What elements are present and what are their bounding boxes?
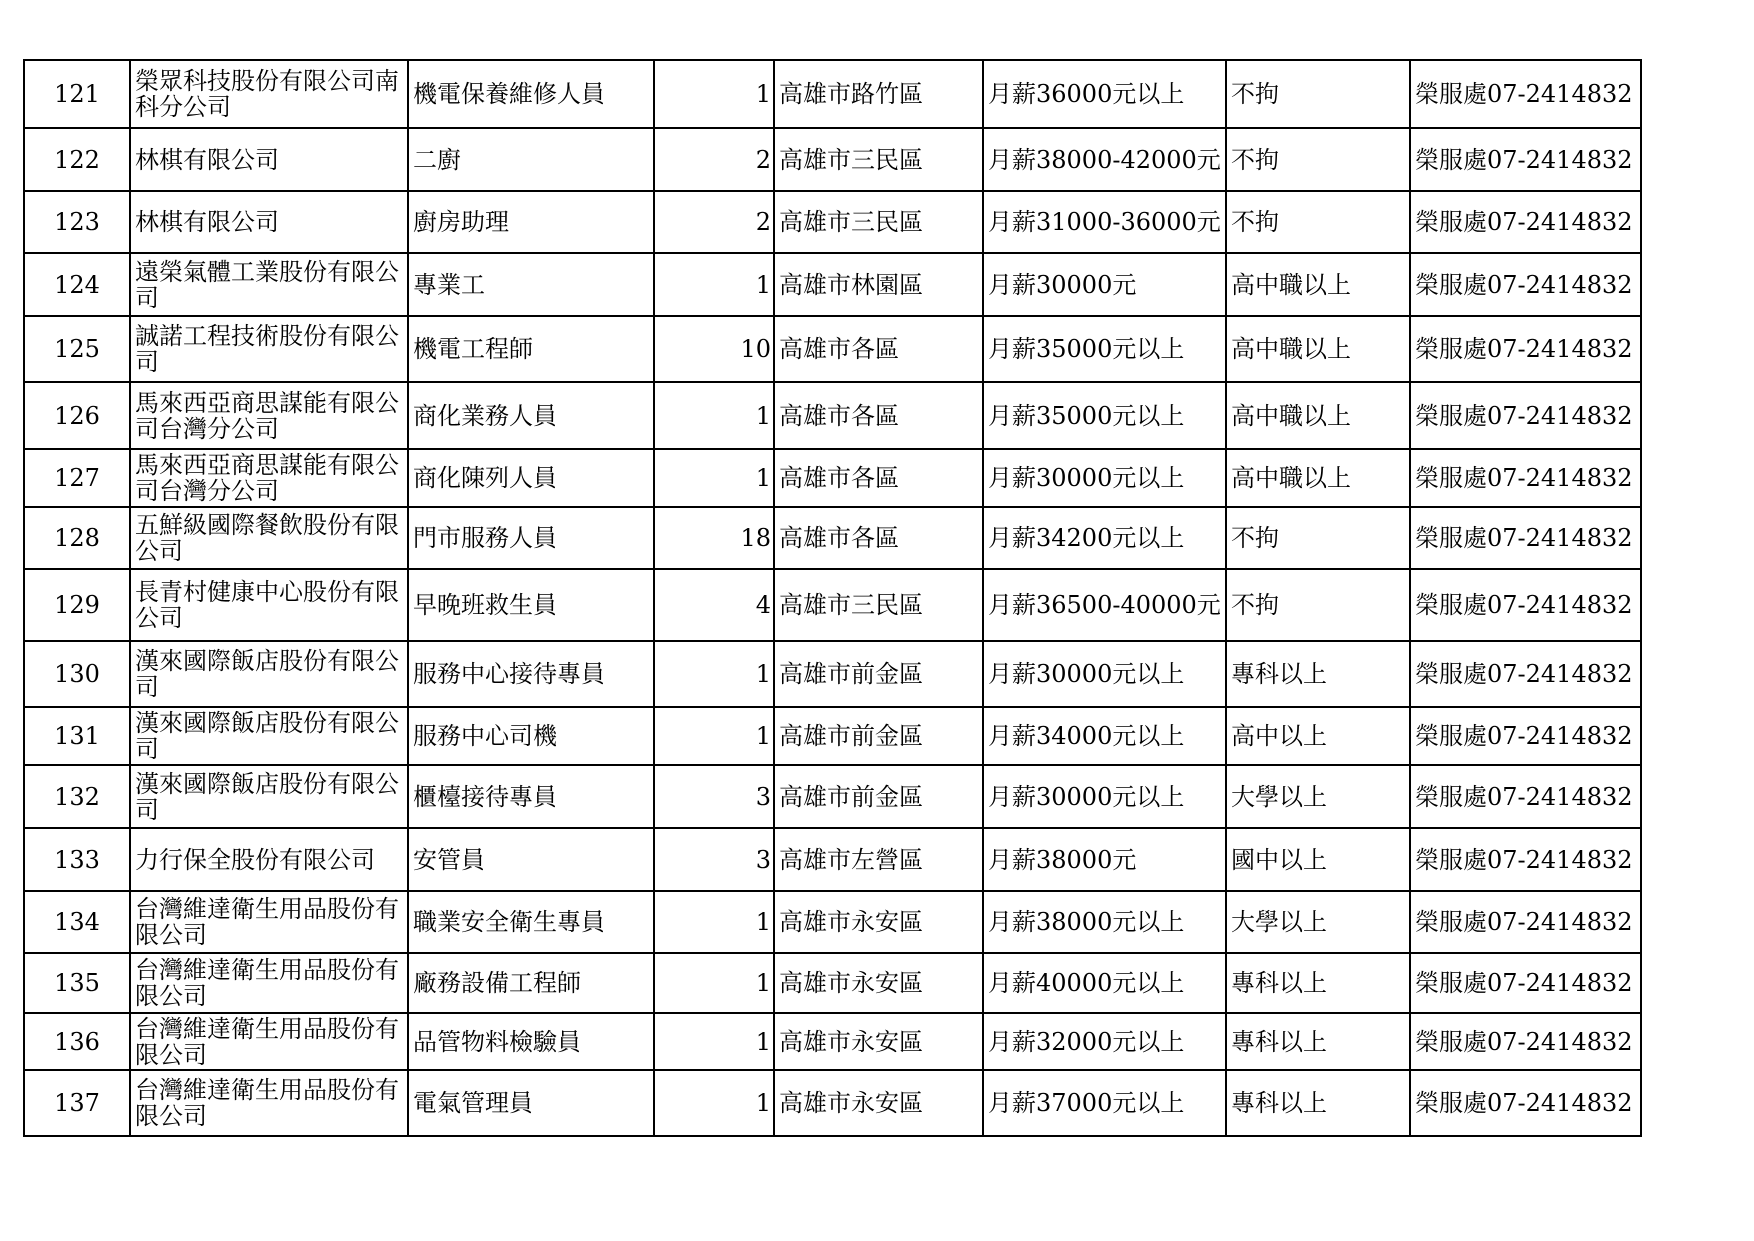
location-cell: 高雄市三民區 [774, 569, 983, 641]
headcount-cell: 1 [654, 60, 774, 128]
row-number-cell: 135 [24, 953, 130, 1013]
education-cell: 專科以上 [1226, 1070, 1410, 1136]
table-row [24, 128, 1641, 191]
contact-cell: 榮服處07-2414832 [1410, 253, 1641, 316]
salary-cell: 月薪35000元以上 [983, 316, 1226, 382]
company-cell: 誠諾工程技術股份有限公司 [130, 316, 408, 382]
company-cell: 馬來西亞商思謀能有限公司台灣分公司 [130, 449, 408, 507]
position-cell: 機電工程師 [408, 316, 654, 382]
contact-cell: 榮服處07-2414832 [1410, 953, 1641, 1013]
location-cell: 高雄市永安區 [774, 891, 983, 953]
location-cell: 高雄市三民區 [774, 128, 983, 191]
row-number-cell: 127 [24, 449, 130, 507]
headcount-cell: 1 [654, 253, 774, 316]
location-cell: 高雄市前金區 [774, 641, 983, 707]
table-row [24, 641, 1641, 707]
table-row [24, 953, 1641, 1013]
table-row [24, 891, 1641, 953]
job-table-body [24, 60, 1641, 1136]
row-number-cell: 123 [24, 191, 130, 253]
education-cell: 不拘 [1226, 191, 1410, 253]
headcount-cell: 1 [654, 382, 774, 449]
position-cell: 服務中心司機 [408, 707, 654, 765]
company-cell: 馬來西亞商思謀能有限公司台灣分公司 [130, 382, 408, 449]
education-cell: 專科以上 [1226, 641, 1410, 707]
salary-cell: 月薪38000元 [983, 828, 1226, 891]
contact-cell: 榮服處07-2414832 [1410, 128, 1641, 191]
salary-cell: 月薪32000元以上 [983, 1013, 1226, 1070]
position-cell: 機電保養維修人員 [408, 60, 654, 128]
location-cell: 高雄市林園區 [774, 253, 983, 316]
contact-cell: 榮服處07-2414832 [1410, 316, 1641, 382]
headcount-cell: 10 [654, 316, 774, 382]
contact-cell: 榮服處07-2414832 [1410, 707, 1641, 765]
row-number-cell: 126 [24, 382, 130, 449]
company-cell: 台灣維達衛生用品股份有限公司 [130, 1013, 408, 1070]
company-cell: 漢來國際飯店股份有限公司 [130, 707, 408, 765]
location-cell: 高雄市左營區 [774, 828, 983, 891]
location-cell: 高雄市各區 [774, 507, 983, 569]
row-number-cell: 125 [24, 316, 130, 382]
location-cell: 高雄市各區 [774, 316, 983, 382]
salary-cell: 月薪37000元以上 [983, 1070, 1226, 1136]
contact-cell: 榮服處07-2414832 [1410, 891, 1641, 953]
education-cell: 高中職以上 [1226, 253, 1410, 316]
location-cell: 高雄市前金區 [774, 707, 983, 765]
headcount-cell: 1 [654, 707, 774, 765]
headcount-cell: 1 [654, 641, 774, 707]
row-number-cell: 134 [24, 891, 130, 953]
company-cell: 台灣維達衛生用品股份有限公司 [130, 891, 408, 953]
row-number-cell: 137 [24, 1070, 130, 1136]
salary-cell: 月薪38000-42000元 [983, 128, 1226, 191]
row-number-cell: 122 [24, 128, 130, 191]
company-cell: 林棋有限公司 [130, 128, 408, 191]
salary-cell: 月薪34200元以上 [983, 507, 1226, 569]
education-cell: 不拘 [1226, 507, 1410, 569]
education-cell: 高中職以上 [1226, 316, 1410, 382]
location-cell: 高雄市永安區 [774, 1070, 983, 1136]
headcount-cell: 4 [654, 569, 774, 641]
table-row [24, 828, 1641, 891]
row-number-cell: 130 [24, 641, 130, 707]
position-cell: 二廚 [408, 128, 654, 191]
table-row [24, 60, 1641, 128]
job-listing-table [23, 59, 1642, 1137]
education-cell: 高中職以上 [1226, 449, 1410, 507]
education-cell: 專科以上 [1226, 953, 1410, 1013]
table-row [24, 316, 1641, 382]
company-cell: 遠榮氣體工業股份有限公司 [130, 253, 408, 316]
position-cell: 櫃檯接待專員 [408, 765, 654, 828]
company-cell: 林棋有限公司 [130, 191, 408, 253]
company-cell: 長青村健康中心股份有限公司 [130, 569, 408, 641]
position-cell: 安管員 [408, 828, 654, 891]
position-cell: 門市服務人員 [408, 507, 654, 569]
location-cell: 高雄市前金區 [774, 765, 983, 828]
education-cell: 大學以上 [1226, 891, 1410, 953]
salary-cell: 月薪30000元以上 [983, 449, 1226, 507]
table-row [24, 765, 1641, 828]
position-cell: 專業工 [408, 253, 654, 316]
row-number-cell: 124 [24, 253, 130, 316]
contact-cell: 榮服處07-2414832 [1410, 191, 1641, 253]
salary-cell: 月薪38000元以上 [983, 891, 1226, 953]
education-cell: 大學以上 [1226, 765, 1410, 828]
headcount-cell: 1 [654, 1013, 774, 1070]
company-cell: 漢來國際飯店股份有限公司 [130, 765, 408, 828]
education-cell: 不拘 [1226, 128, 1410, 191]
contact-cell: 榮服處07-2414832 [1410, 1013, 1641, 1070]
position-cell: 電氣管理員 [408, 1070, 654, 1136]
contact-cell: 榮服處07-2414832 [1410, 1070, 1641, 1136]
row-number-cell: 121 [24, 60, 130, 128]
company-cell: 台灣維達衛生用品股份有限公司 [130, 1070, 408, 1136]
table-row [24, 1070, 1641, 1136]
education-cell: 不拘 [1226, 569, 1410, 641]
table-row [24, 191, 1641, 253]
education-cell: 高中職以上 [1226, 382, 1410, 449]
education-cell: 高中以上 [1226, 707, 1410, 765]
table-row [24, 253, 1641, 316]
position-cell: 品管物料檢驗員 [408, 1013, 654, 1070]
table-row [24, 449, 1641, 507]
education-cell: 專科以上 [1226, 1013, 1410, 1070]
position-cell: 廚房助理 [408, 191, 654, 253]
position-cell: 早晚班救生員 [408, 569, 654, 641]
contact-cell: 榮服處07-2414832 [1410, 449, 1641, 507]
row-number-cell: 132 [24, 765, 130, 828]
contact-cell: 榮服處07-2414832 [1410, 569, 1641, 641]
contact-cell: 榮服處07-2414832 [1410, 60, 1641, 128]
location-cell: 高雄市三民區 [774, 191, 983, 253]
location-cell: 高雄市永安區 [774, 953, 983, 1013]
table-row [24, 707, 1641, 765]
company-cell: 力行保全股份有限公司 [130, 828, 408, 891]
contact-cell: 榮服處07-2414832 [1410, 828, 1641, 891]
company-cell: 五鮮級國際餐飲股份有限公司 [130, 507, 408, 569]
headcount-cell: 1 [654, 449, 774, 507]
company-cell: 榮眾科技股份有限公司南科分公司 [130, 60, 408, 128]
position-cell: 商化業務人員 [408, 382, 654, 449]
headcount-cell: 1 [654, 891, 774, 953]
salary-cell: 月薪30000元以上 [983, 641, 1226, 707]
position-cell: 廠務設備工程師 [408, 953, 654, 1013]
salary-cell: 月薪30000元以上 [983, 765, 1226, 828]
location-cell: 高雄市路竹區 [774, 60, 983, 128]
salary-cell: 月薪35000元以上 [983, 382, 1226, 449]
location-cell: 高雄市永安區 [774, 1013, 983, 1070]
salary-cell: 月薪40000元以上 [983, 953, 1226, 1013]
table-row [24, 382, 1641, 449]
contact-cell: 榮服處07-2414832 [1410, 382, 1641, 449]
salary-cell: 月薪30000元 [983, 253, 1226, 316]
position-cell: 商化陳列人員 [408, 449, 654, 507]
location-cell: 高雄市各區 [774, 449, 983, 507]
education-cell: 國中以上 [1226, 828, 1410, 891]
education-cell: 不拘 [1226, 60, 1410, 128]
row-number-cell: 128 [24, 507, 130, 569]
headcount-cell: 1 [654, 1070, 774, 1136]
headcount-cell: 3 [654, 765, 774, 828]
headcount-cell: 3 [654, 828, 774, 891]
row-number-cell: 136 [24, 1013, 130, 1070]
table-row [24, 1013, 1641, 1070]
headcount-cell: 2 [654, 128, 774, 191]
headcount-cell: 18 [654, 507, 774, 569]
contact-cell: 榮服處07-2414832 [1410, 765, 1641, 828]
salary-cell: 月薪36000元以上 [983, 60, 1226, 128]
row-number-cell: 131 [24, 707, 130, 765]
headcount-cell: 2 [654, 191, 774, 253]
salary-cell: 月薪34000元以上 [983, 707, 1226, 765]
company-cell: 漢來國際飯店股份有限公司 [130, 641, 408, 707]
location-cell: 高雄市各區 [774, 382, 983, 449]
position-cell: 服務中心接待專員 [408, 641, 654, 707]
contact-cell: 榮服處07-2414832 [1410, 641, 1641, 707]
company-cell: 台灣維達衛生用品股份有限公司 [130, 953, 408, 1013]
salary-cell: 月薪31000-36000元 [983, 191, 1226, 253]
headcount-cell: 1 [654, 953, 774, 1013]
table-row [24, 569, 1641, 641]
contact-cell: 榮服處07-2414832 [1410, 507, 1641, 569]
position-cell: 職業安全衛生專員 [408, 891, 654, 953]
salary-cell: 月薪36500-40000元 [983, 569, 1226, 641]
table-row [24, 507, 1641, 569]
row-number-cell: 129 [24, 569, 130, 641]
row-number-cell: 133 [24, 828, 130, 891]
